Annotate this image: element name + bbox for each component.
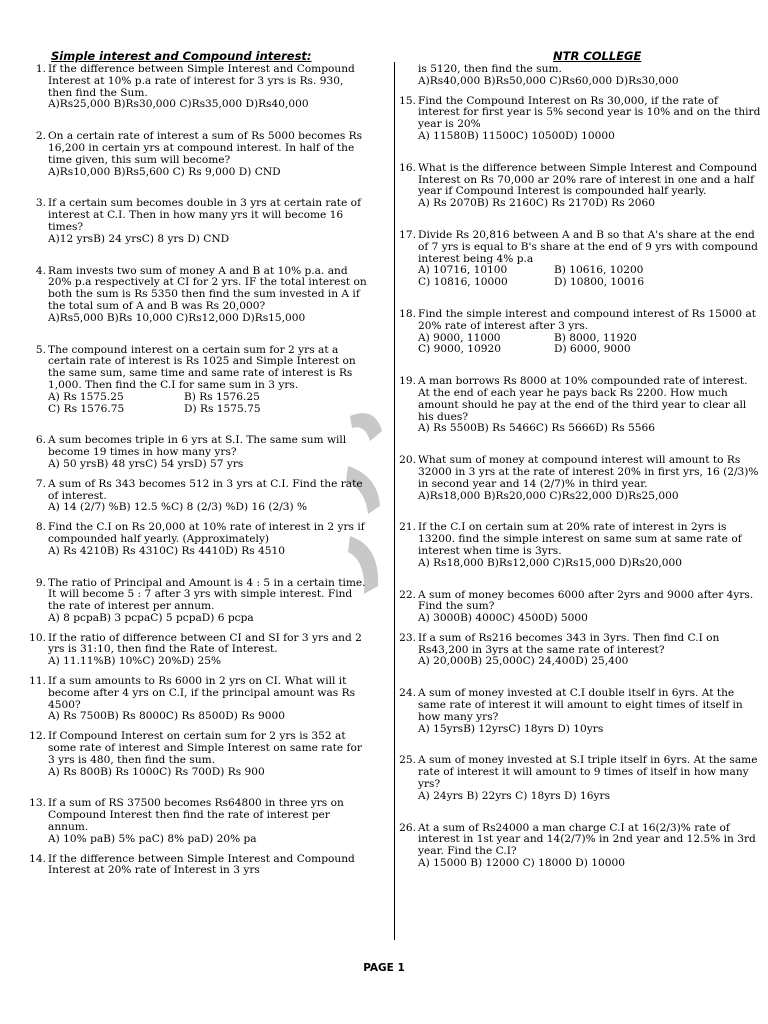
question-item: [24, 731, 370, 778]
question-text: If the difference between Simple Interest and Compound Interest at 20% rate of Interest in 3 yrs: [48, 852, 355, 877]
question-text: If the difference between Simple Interest and Compound Interest at 10% p.a rate of interest for 3 yrs is Rs. 930, then find the Sum.: [48, 63, 355, 99]
question-number: 6.: [35, 434, 46, 447]
continuation-options: A)Rs40,000 B)Rs50,000 C)Rs60,000 D)Rs30,000: [418, 74, 679, 87]
answer-options: A) 8 pcpaB) 3 pcpaC) 5 pcpaD) 6 pcpa: [48, 611, 254, 624]
question-number: 13.: [29, 797, 46, 810]
question-item: [394, 590, 762, 625]
answer-option: A) 9000, 11000: [418, 331, 501, 344]
question-number: 3.: [35, 197, 46, 210]
question-item: [24, 676, 370, 723]
answer-options: A) 3000B) 4000C) 4500D) 5000: [418, 612, 588, 625]
answer-options: A) 11580B) 11500C) 10500D) 10000: [418, 129, 615, 142]
question-text: A sum of money invested at C.I double itself in 6yrs. At the same rate of interest it will amount to eight times of itself in how many yrs?: [418, 687, 743, 723]
answer-options: A) Rs18,000 B)Rs12,000 C)Rs15,000 D)Rs20,000: [418, 556, 682, 569]
answer-options: A) Rs 4210B) Rs 4310C) Rs 4410D) Rs 4510: [48, 544, 285, 557]
answer-option: B) Rs 1576.25: [184, 390, 260, 403]
question-item: [394, 755, 762, 802]
question-number: 20.: [399, 454, 416, 467]
question-number: 25.: [399, 754, 416, 767]
question-text: If a sum amounts to Rs 6000 in 2 yrs on CI. What will it become after 4 yrs on C.I, if the principal amount was Rs 4500?: [48, 675, 356, 711]
question-item: [24, 479, 370, 514]
question-text: Find the Compound Interest on Rs 30,000, if the rate of interest for first year is 5% second year is 10% and on the third year is 20%: [418, 94, 761, 131]
answer-options-grid: [48, 392, 370, 416]
question-number: 18.: [399, 307, 416, 320]
answer-options: A)Rs25,000 B)Rs30,000 C)Rs35,000 D)Rs40,000: [48, 98, 309, 111]
question-text: A sum of money invested at S.I triple itself in 6yrs. At the same rate of interest it will amount to 9 times of itself in how many yrs?: [418, 754, 758, 791]
answer-options-grid: [418, 333, 762, 357]
question-number: 11.: [29, 675, 46, 688]
question-number: 23.: [399, 631, 416, 644]
question-item: [394, 309, 762, 356]
answer-option: D) 6000, 9000: [554, 343, 631, 356]
question-text: A man borrows Rs 8000 at 10% compounded rate of interest. At the end of each year he pays back Rs 2200. How much amount should he pay at the end of the third year to clear all his dues?: [418, 375, 748, 423]
question-item: [394, 376, 762, 435]
answer-options: A) 20,000B) 25,000C) 24,400D) 25,400: [418, 655, 629, 668]
answer-options: A) 14 (2/7) %B) 12.5 %C) 8 (2/3) %D) 16 (2/3) %: [48, 501, 308, 514]
question-text: What sum of money at compound interest will amount to Rs 32000 in 3 yrs at the rate of interest 20% in first yrs, 16 (2/3)% in second year and 14 (2/7)% in third year.: [418, 454, 759, 490]
answer-option: C) 9000, 10920: [418, 343, 502, 356]
question-number: 14.: [29, 852, 46, 865]
answer-options: A) Rs 800B) Rs 1000C) Rs 700D) Rs 900: [48, 765, 265, 778]
answer-options: A)Rs18,000 B)Rs20,000 C)Rs22,000 D)Rs25,000: [418, 489, 679, 502]
answer-option: B) 8000, 11920: [554, 331, 637, 344]
answer-options: A) 24yrs B) 22yrs C) 18yrs D) 16yrs: [418, 789, 611, 802]
question-number: 5.: [35, 343, 46, 356]
question-text: If Compound Interest on certain sum for 2 yrs is 352 at some rate of interest and Simple Interest on same rate for 3 yrs is 480, then find the sum.: [48, 730, 362, 766]
question-text: Find the C.I on Rs 20,000 at 10% rate of interest in 2 yrs if compounded half yearly. (Approximately): [48, 521, 365, 545]
question-item: [24, 578, 370, 625]
question-number: 21.: [399, 521, 416, 534]
question-text: If a sum of RS 37500 becomes Rs64800 in three yrs on Compound Interest then find the rate of interest per annum.: [48, 797, 344, 834]
question-text: A sum of money becomes 6000 after 2yrs and 9000 after 4yrs. Find the sum?: [418, 588, 754, 613]
question-item: [394, 163, 762, 210]
question-number: 9.: [35, 576, 46, 589]
answer-options: A)Rs5,000 B)Rs 10,000 C)Rs12,000 D)Rs15,000: [48, 311, 306, 324]
question-text: If the C.I on certain sum at 20% rate of interest in 2yrs is 13200. find the simple interest on same sum at same rate of interest when time is 3yrs.: [418, 521, 742, 557]
question-item: [24, 522, 370, 557]
page-number: PAGE 1: [363, 962, 405, 974]
answer-options-grid: [418, 265, 762, 289]
question-text: If the ratio of difference between CI and SI for 3 yrs and 2 yrs is 31:10, then find the Rate of Interest.: [48, 631, 362, 656]
question-item: [394, 96, 762, 143]
question-number: 15.: [399, 94, 416, 107]
question-item: [24, 64, 370, 111]
question-text: On a certain rate of interest a sum of Rs 5000 becomes Rs 16,200 in certain yrs at compound interest. In half of the time given, this sum will become?: [48, 130, 363, 166]
right-question-column: [394, 64, 762, 870]
question-text: The ratio of Principal and Amount is 4 : 5 in a certain time. It will become 5 : 7 after 3 yrs with simple interest. Find the rate of interest per annum.: [48, 576, 366, 613]
continuation-text: is 5120, then find the sum.: [418, 63, 562, 75]
question-text: Find the simple interest and compound interest of Rs 15000 at 20% rate of interest after 3 yrs.: [418, 307, 757, 332]
question-number: 19.: [399, 375, 416, 388]
answer-option: A) 10716, 10100: [418, 264, 508, 277]
question-text: If a certain sum becomes double in 3 yrs at certain rate of interest at C.I. Then in how many yrs it will become 16 times?: [48, 197, 361, 233]
question-text: The compound interest on a certain sum for 2 yrs at a certain rate of interest is Rs 1025 and Simple Interest on the same sum, same time and same rate of interest is Rs 1,000. Then find the C.I for same sum in 3 yrs.: [48, 343, 356, 391]
question-item: [24, 854, 370, 878]
question-item: [394, 230, 762, 289]
question-text: A sum becomes triple in 6 yrs at S.I. The same sum will become 19 times in how many yrs?: [48, 434, 347, 459]
answer-option: D) Rs 1575.75: [184, 402, 261, 415]
answer-options: A) 50 yrsB) 48 yrsC) 54 yrsD) 57 yrs: [48, 457, 244, 470]
question-14-continuation: [394, 64, 762, 88]
answer-option: C) 10816, 10000: [418, 276, 508, 289]
answer-option: B) 10616, 10200: [554, 264, 644, 277]
answer-options: A) 15000 B) 12000 C) 18000 D) 10000: [418, 857, 625, 870]
answer-options: A) 11.11%B) 10%C) 20%D) 25%: [48, 655, 222, 668]
college-name: NTR COLLEGE: [553, 49, 642, 63]
question-text: At a sum of Rs24000 a man charge C.I at 16(2/3)% rate of interest in 1st year and 14(2/7)% in 2nd year and 12.5% in 3rd year. Find the C.I?: [418, 821, 756, 858]
question-text: What is the difference between Simple Interest and Compound Interest on Rs 70,000 ar 20% rare of interest in one and a half year if Compound Interest is compounded half yearly.: [418, 161, 758, 198]
question-text: If a sum of Rs216 becomes 343 in 3yrs. Then find C.I on Rs43,200 in 3yrs at the same rate of interest?: [418, 631, 720, 656]
question-number: 12.: [29, 730, 46, 743]
question-number: 8.: [35, 521, 46, 534]
question-item: [24, 798, 370, 845]
question-number: 2.: [35, 130, 46, 143]
answer-options: A) Rs 7500B) Rs 8000C) Rs 8500D) Rs 9000: [48, 710, 285, 723]
question-number: 10.: [29, 631, 46, 644]
question-number: 1.: [35, 63, 46, 75]
question-item: [394, 455, 762, 502]
worksheet-title: Simple interest and Compound interest:: [51, 49, 312, 63]
question-item: [24, 633, 370, 668]
question-item: [24, 131, 370, 178]
question-number: 26.: [399, 821, 416, 834]
question-number: 7.: [35, 477, 46, 490]
question-item: [24, 198, 370, 245]
question-number: 22.: [399, 588, 416, 601]
answer-options: A) Rs 5500B) Rs 5466C) Rs 5666D) Rs 5566: [418, 422, 655, 435]
question-item: [394, 823, 762, 870]
question-item: [394, 522, 762, 569]
left-question-column: [24, 64, 370, 877]
question-text: A sum of Rs 343 becomes 512 in 3 yrs at C.I. Find the rate of interest.: [48, 477, 363, 502]
question-text: Ram invests two sum of money A and B at 10% p.a. and 20% p.a respectively at CI for 2 yrs. IF the total interest on both the sum is Rs 5350 then find the sum invested in A if the total sum of A and B was Rs 20,000?: [48, 264, 367, 312]
question-number: 17.: [399, 228, 416, 241]
question-item: [24, 435, 370, 470]
question-item: [394, 688, 762, 735]
question-number: 16.: [399, 161, 416, 174]
question-item: [394, 633, 762, 668]
question-number: 4.: [35, 264, 46, 277]
question-item: [24, 345, 370, 416]
answer-options: A) Rs 2070B) Rs 2160C) Rs 2170D) Rs 2060: [418, 197, 655, 210]
answer-option: C) Rs 1576.75: [48, 402, 125, 415]
question-number: 24.: [399, 687, 416, 700]
question-text: Divide Rs 20,816 between A and B so that A's share at the end of 7 yrs is equal to B's share at the end of 9 yrs with compound interest being 4% p.a: [418, 228, 758, 265]
answer-options: A) 15yrsB) 12yrsC) 18yrs D) 10yrs: [418, 722, 604, 735]
answer-options: A) 10% paB) 5% paC) 8% paD) 20% pa: [48, 832, 257, 845]
answer-options: A)12 yrsB) 24 yrsC) 8 yrs D) CND: [48, 232, 230, 245]
answer-options: A)Rs10,000 B)Rs5,600 C) Rs 9,000 D) CND: [48, 165, 281, 178]
answer-option: D) 10800, 10016: [554, 276, 645, 289]
question-item: [24, 266, 370, 325]
answer-option: A) Rs 1575.25: [48, 390, 124, 403]
